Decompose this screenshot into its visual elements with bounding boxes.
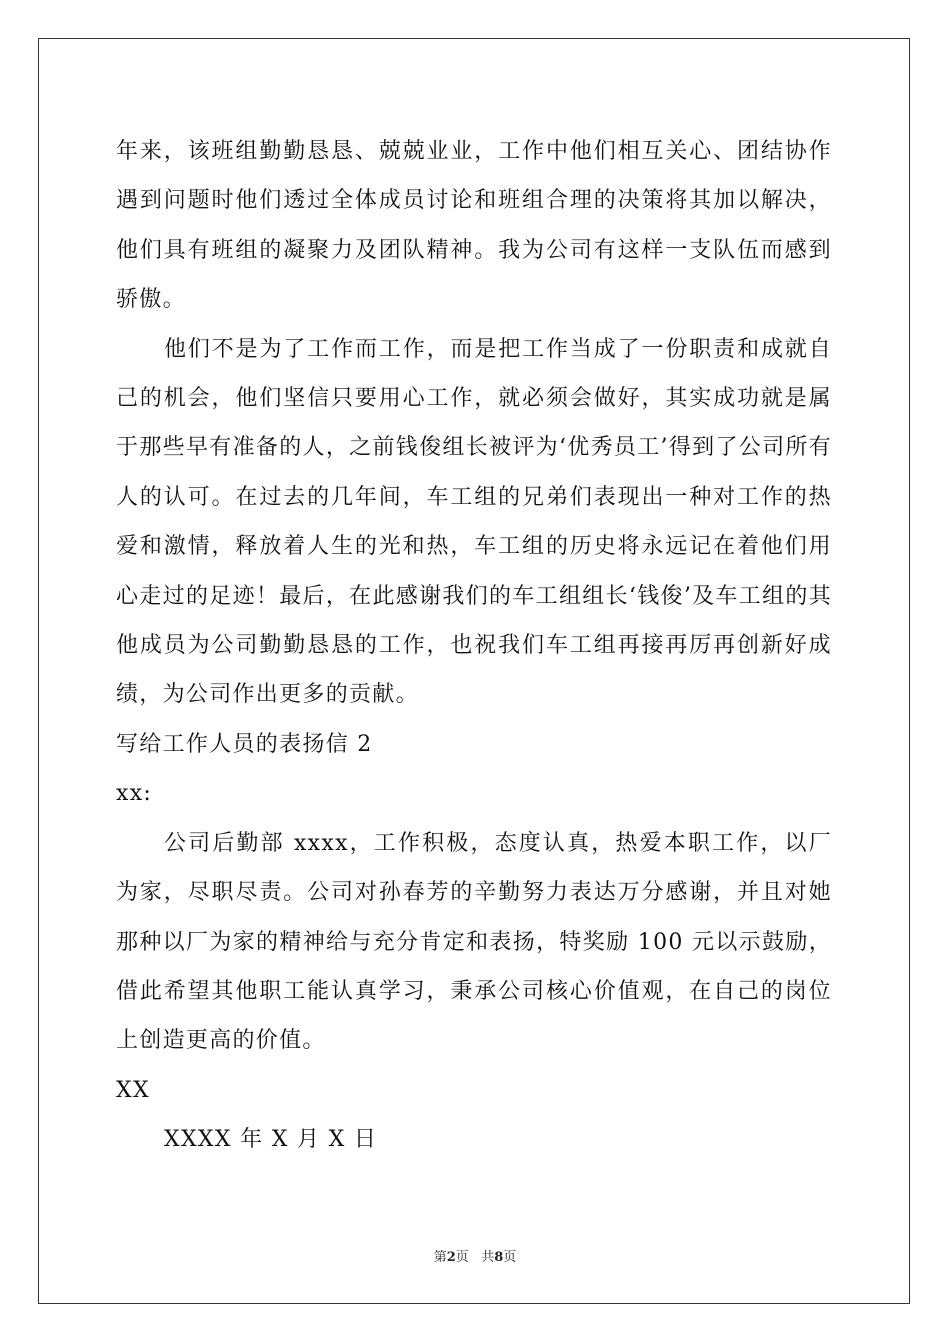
page-footer <box>0 1249 950 1267</box>
document-body <box>116 127 832 1165</box>
page-prefix: 第 <box>433 1250 447 1265</box>
letter-salutation: xx: <box>116 781 153 807</box>
letter-heading: 写给工作人员的表扬信 2 <box>116 731 373 757</box>
letter-signature: XX <box>116 1077 150 1103</box>
paragraph-2: 他们不是为了工作而工作，而是把工作当成了一份职责和成就自己的机会，他们坚信只要用心工作，就必须会做好，其实成功就是属于那些早有准备的人，之前钱俊组长被评为‘优秀员工’得到了公司所有人的认可。在过去的几年间，车工组的兄弟们表现出一种对工作的热爱和激情，释放着人生的光和热，车工组的历史将永远记在着他们用心走过的足迹！最后，在此感谢我们的车工组组长‘钱俊’及车工组的其他成员为公司勤勤恳恳的工作，也祝我们车工组再接再厉再创新好成绩，为公司作出更多的贡献。 <box>116 336 832 708</box>
letter-date: XXXX 年 X 月 X 日 <box>164 1127 378 1153</box>
page-number: 2 <box>446 1250 456 1265</box>
total-suffix: 页 <box>503 1250 517 1265</box>
paragraph-1: 年来，该班组勤勤恳恳、兢兢业业，工作中他们相互关心、团结协作遇到问题时他们透过全体成员讨论和班组合理的决策将其加以解决，他们具有班组的凝聚力及团队精神。我为公司有这样一支队伍而感到骄傲。 <box>116 139 832 313</box>
page-suffix: 页 <box>455 1250 469 1265</box>
total-pages: 8 <box>494 1250 504 1265</box>
total-prefix: 共 <box>481 1250 495 1265</box>
letter-body: 公司后勤部 xxxx，工作积极，态度认真，热爱本职工作，以厂为家，尽职尽责。公司对孙春芳的辛勤努力表达万分感谢，并且对她那种以厂为家的精神给与充分肯定和表扬，特奖励 100 元以示鼓励，借此希望其他职工能认真学习，秉承公司核心价值观，在自己的岗位上创造更高的价值。 <box>116 830 832 1054</box>
